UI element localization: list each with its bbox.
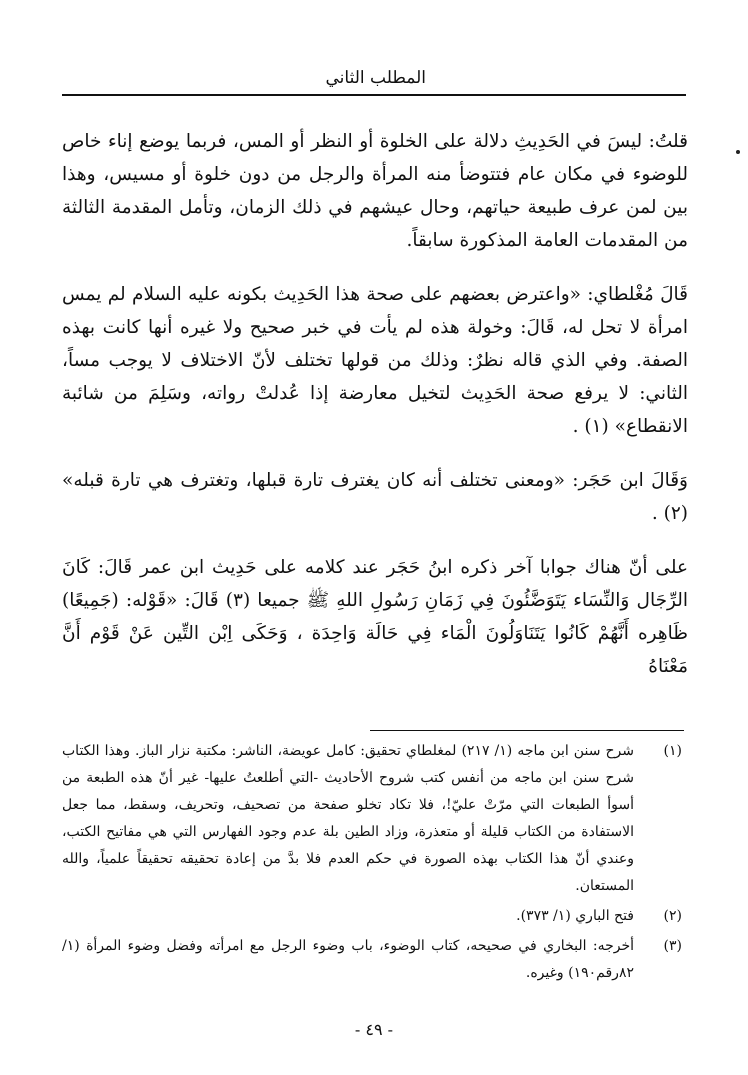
- header-rule: [62, 94, 686, 96]
- paragraph: وَقَالَ ابن حَجَر: «ومعنى تختلف أنه كان يغترف تارة قبلها، وتغترف هي تارة قبله» (٢) .: [62, 470, 688, 524]
- paragraph: قَالَ مُغْلطاي: «واعترض بعضهم على صحة هذا الحَدِيث بكونه عليه السلام لم يمس امرأة لا تحل له، قَالَ: وخولة هذه لم يأت في خبر صحيح ولا غيره أنها كانت بهذه الصفة. وفي الذي قاله نظرٌ: وذلك من قولها تختلف لأنّ الاختلاف لا يوجب مساً، الثاني: لا يرفع صحة الحَدِيث لتخيل معارضة إذا عُدلتْ رواته، وسَلِمَ من شائبة الانقطاع» (١) .: [62, 284, 688, 437]
- footnote-number: (٢): [663, 908, 682, 924]
- footnote: [62, 738, 682, 900]
- running-header: [62, 62, 686, 96]
- footnotes: [62, 738, 682, 990]
- footnote: [62, 903, 682, 930]
- paragraph: على أنّ هناك جوابا آخر ذكره ابنُ حَجَر عند كلامه على حَدِيث ابن عمر قَالَ: كَانَ الرِّجَال وَالنِّسَاء يَتَوَضَّئُونَ فِي زَمَانِ رَسُولِ اللهِ ﷺ جميعا (٣) قَالَ: «قَوْله: (جَمِيعًا) ظَاهِره أَنَّهُمْ كَانُوا يَتَنَاوَلُونَ الْمَاء فِي حَالَة وَاحِدَة ، وَحَكَى اِبْن التِّين عَنْ قَوْم أَنَّ مَعْنَاهُ: [62, 557, 688, 677]
- footnote-text: شرح سنن ابن ماجه (١/ ٢١٧) لمغلطاي تحقيق: كامل عويضة، الناشر: مكتبة نزار الباز. وهذا الكتاب شرح سنن ابن ماجه من أنفس كتب شروح الأحاديث -التي أطلعتُ عليها- غير أنّ هذه الطبعة من أسوأ الطبعات التي مرّتْ عليّ!، فلا تكاد تخلو صفحة من تصحيف، وتحريف، وسقط، مما جعل الاستفادة من الكتاب قليلة أو متعذرة، وزاد الطين بلة عدم وجود الفهارس التي هي مفاتيح الكتب، وعندي أنّ هذا الكتاب بهذه الصورة في حكم العدم فلا بدَّ من إعادة تحقيقه تحقيقاً علمياً، والله المستعان.: [62, 743, 634, 894]
- footnote: [62, 933, 682, 987]
- footnote-text: أخرجه: البخاري في صحيحه، كتاب الوضوء، باب وضوء الرجل مع امرأته وفضل وضوء المرأة (١/ ٨٢رقم١٩٠) وغيره.: [62, 938, 634, 981]
- margin-dot: [736, 150, 740, 154]
- footnote-text: فتح الباري (١/ ٣٧٣).: [516, 908, 634, 924]
- main-text: [62, 125, 688, 683]
- footnote-number: (١): [663, 743, 682, 759]
- page-number: - ٤٩ -: [354, 1020, 394, 1039]
- footnote-separator: [370, 730, 684, 731]
- header-title: المطلب الثاني: [325, 68, 426, 88]
- paragraph: قلتُ: ليسَ في الحَدِيثِ دلالة على الخلوة أو النظر أو المس، فربما يوضع إناء خاص للوضوء في مكان عام فتتوضأ منه المرأة والرجل من دون خلوة أو مسيس، وهذا بين لمن عرف طبيعة حياتهم، وحال عيشهم في ذلك الزمان، وتأمل المقدمة الثالثة من المقدمات العامة المذكورة سابقاً.: [62, 131, 688, 251]
- footnote-number: (٣): [663, 938, 682, 954]
